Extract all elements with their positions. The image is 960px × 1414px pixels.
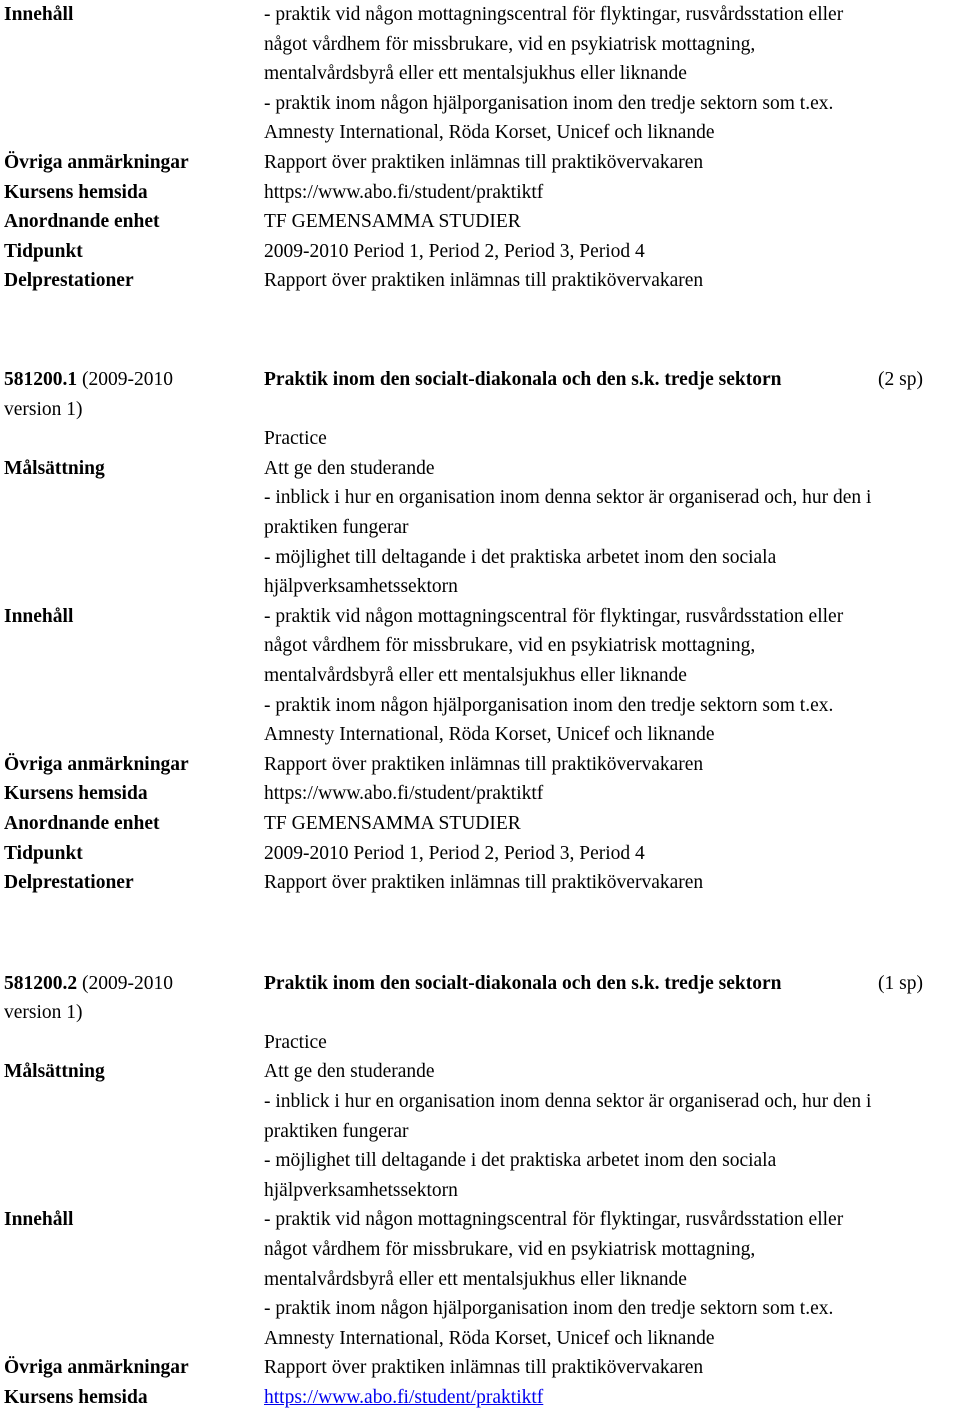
content-line: - praktik vid någon mottagningscentral för flyktingar, rusvårdsstation eller xyxy=(264,1209,844,1231)
parts-value: Rapport över praktiken inlämnas till praktikövervakaren xyxy=(264,872,704,894)
parts-value: Rapport över praktiken inlämnas till praktikövervakaren xyxy=(264,270,704,292)
content-line: något vårdhem för missbrukare, vid en psykiatrisk mottagning, xyxy=(264,33,756,55)
unit-value: TF GEMENSAMMA STUDIER xyxy=(264,813,521,834)
course-subtitle: Practice xyxy=(264,428,327,450)
content-line: - praktik vid någon mottagningscentral för flyktingar, rusvårdsstation eller xyxy=(264,605,844,627)
goal-line: - inblick i hur en organisation inom denna sektor är organiserad och, hur den i xyxy=(264,1090,872,1112)
goal-line: - inblick i hur en organisation inom denna sektor är organiserad och, hur den i xyxy=(264,487,872,509)
course-title: Praktik inom den socialt-diakonala och den s.k. tredje sektorn xyxy=(264,972,782,994)
remarks-label: Övriga anmärkningar xyxy=(4,753,189,775)
content-label: Innehåll xyxy=(4,4,74,25)
course-version: version 1) xyxy=(4,1002,83,1024)
content-line: något vårdhem för missbrukare, vid en psykiatrisk mottagning, xyxy=(264,1238,756,1260)
content-label: Innehåll xyxy=(4,605,74,627)
content-line: mentalvårdsbyrå eller ett mentalsjukhus eller liknande xyxy=(264,63,687,85)
parts-label: Delprestationer xyxy=(4,872,134,894)
content-line: något vårdhem för missbrukare, vid en psykiatrisk mottagning, xyxy=(264,635,756,657)
course-code-number: 581200.2 xyxy=(4,972,78,994)
goal-label: Målsättning xyxy=(4,457,105,479)
time-label: Tidpunkt xyxy=(4,240,83,262)
time-value: 2009-2010 Period 1, Period 2, Period 3, Period 4 xyxy=(264,842,645,864)
goal-line: Att ge den studerande xyxy=(264,457,435,479)
remarks-label: Övriga anmärkningar xyxy=(4,152,189,173)
content-line: - praktik inom någon hjälporganisation inom den tredje sektorn som t.ex. xyxy=(264,694,834,716)
course-code xyxy=(4,969,173,999)
goal-line: hjälpverksamhetssektorn xyxy=(264,1179,458,1201)
goal-line: Att ge den studerande xyxy=(264,1061,435,1083)
homepage-link[interactable]: https://www.abo.fi/student/praktiktf xyxy=(264,783,544,805)
remarks-value: Rapport över praktiken inlämnas till praktikövervakaren xyxy=(264,1357,704,1379)
homepage-label: Kursens hemsida xyxy=(4,783,148,805)
goal-line: hjälpverksamhetssektorn xyxy=(264,576,458,598)
content-line: Amnesty International, Röda Korset, Unicef och liknande xyxy=(264,1327,715,1349)
goal-label: Målsättning xyxy=(4,1061,105,1083)
content-line: Amnesty International, Röda Korset, Unicef och liknande xyxy=(264,724,715,746)
content-line: Amnesty International, Röda Korset, Unicef och liknande xyxy=(264,122,715,144)
course-credits: (1 sp) xyxy=(878,972,923,994)
goal-line: - möjlighet till deltagande i det praktiska arbetet inom den sociala xyxy=(264,546,777,568)
unit-label: Anordnande enhet xyxy=(4,813,160,834)
content-label: Innehåll xyxy=(4,1209,74,1231)
goal-line: praktiken fungerar xyxy=(264,1120,409,1142)
content-line: mentalvårdsbyrå eller ett mentalsjukhus eller liknande xyxy=(264,665,687,686)
course-code-year: (2009-2010 xyxy=(77,972,173,994)
time-value: 2009-2010 Period 1, Period 2, Period 3, Period 4 xyxy=(264,240,645,262)
remarks-value: Rapport över praktiken inlämnas till praktikövervakaren xyxy=(264,753,704,775)
content-line: mentalvårdsbyrå eller ett mentalsjukhus eller liknande xyxy=(264,1268,687,1290)
time-label: Tidpunkt xyxy=(4,842,83,864)
unit-label: Anordnande enhet xyxy=(4,211,160,233)
course-subtitle: Practice xyxy=(264,1031,327,1053)
course-credits: (2 sp) xyxy=(878,369,923,390)
homepage-label: Kursens hemsida xyxy=(4,181,148,203)
homepage-link[interactable]: https://www.abo.fi/student/praktiktf xyxy=(264,1386,544,1408)
content-line: - praktik inom någon hjälporganisation inom den tredje sektorn som t.ex. xyxy=(264,92,834,114)
course-code xyxy=(4,365,173,395)
course-code-year: (2009-2010 xyxy=(77,369,173,390)
remarks-value: Rapport över praktiken inlämnas till praktikövervakaren xyxy=(264,152,704,173)
remarks-label: Övriga anmärkningar xyxy=(4,1357,189,1379)
goal-line: praktiken fungerar xyxy=(264,517,409,538)
course-version: version 1) xyxy=(4,398,83,420)
homepage-link[interactable]: https://www.abo.fi/student/praktiktf xyxy=(264,181,544,203)
content-line: - praktik vid någon mottagningscentral för flyktingar, rusvårdsstation eller xyxy=(264,4,844,25)
homepage-label: Kursens hemsida xyxy=(4,1386,148,1408)
course-title: Praktik inom den socialt-diakonala och den s.k. tredje sektorn xyxy=(264,369,782,390)
unit-value: TF GEMENSAMMA STUDIER xyxy=(264,211,521,233)
course-code-number: 581200.1 xyxy=(4,369,78,390)
goal-line: - möjlighet till deltagande i det praktiska arbetet inom den sociala xyxy=(264,1150,777,1172)
content-line: - praktik inom någon hjälporganisation inom den tredje sektorn som t.ex. xyxy=(264,1298,834,1320)
parts-label: Delprestationer xyxy=(4,270,134,292)
